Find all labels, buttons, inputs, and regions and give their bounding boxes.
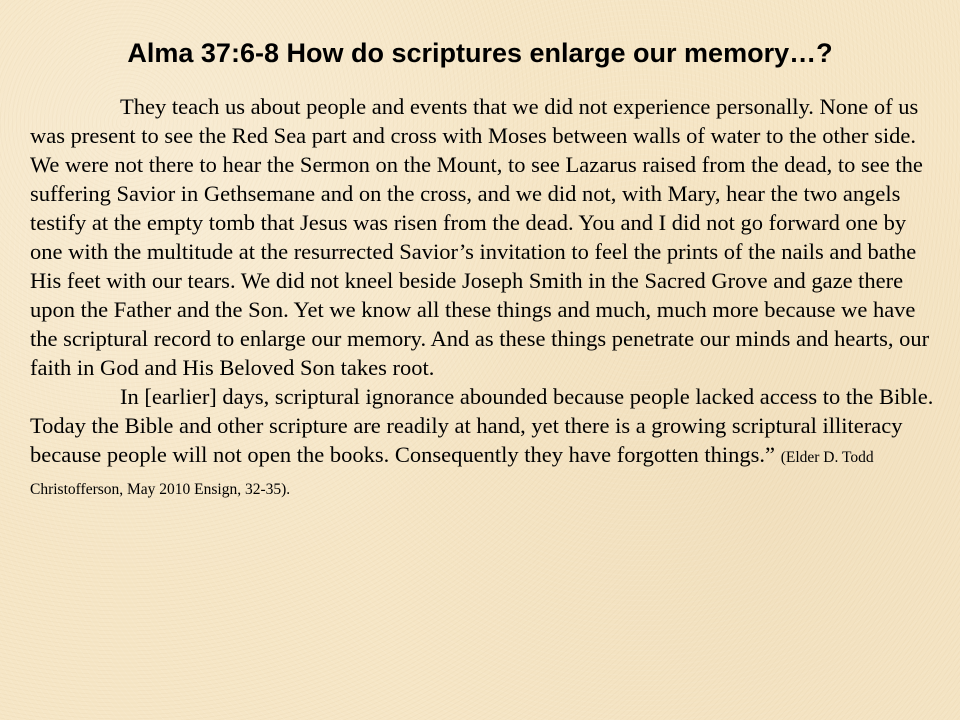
quote-paragraph-2-text: In [earlier] days, scriptural ignorance abounded because people lacked access to the Bible. Today the Bible and other scripture are readily at hand, yet there is a growing scriptural illiteracy because people will not open the books. Consequently they have forgotten things.” [30, 384, 934, 467]
quote-paragraph-1: They teach us about people and events that we did not experience personally. None of us was present to see the Red Sea part and cross with Moses between walls of water to the other side. We were not there to hear the Sermon on the Mount, to see Lazarus raised from the dead, to see the suffering Savior in Gethsemane and on the cross, and we did not, with Mary, hear the two angels testify at the empty tomb that Jesus was risen from the dead. You and I did not go forward one by one with the multitude at the resurrected Savior’s invitation to feel the prints of the nails and bathe His feet with our tears. We did not kneel beside Joseph Smith in the Sacred Grove and gaze there upon the Father and the Son. Yet we know all these things and much, much more because we have the scriptural record to enlarge our memory. And as these things penetrate our minds and hearts, our faith in God and His Beloved Son takes root. [30, 94, 930, 380]
quote-body [30, 92, 935, 504]
quote-paragraph-2 [30, 382, 935, 504]
slide-title: Alma 37:6-8 How do scriptures enlarge our memory…? [127, 38, 833, 68]
citation: (Elder D. Todd Christofferson, May 2010 Ensign, 32-35). [30, 449, 874, 498]
